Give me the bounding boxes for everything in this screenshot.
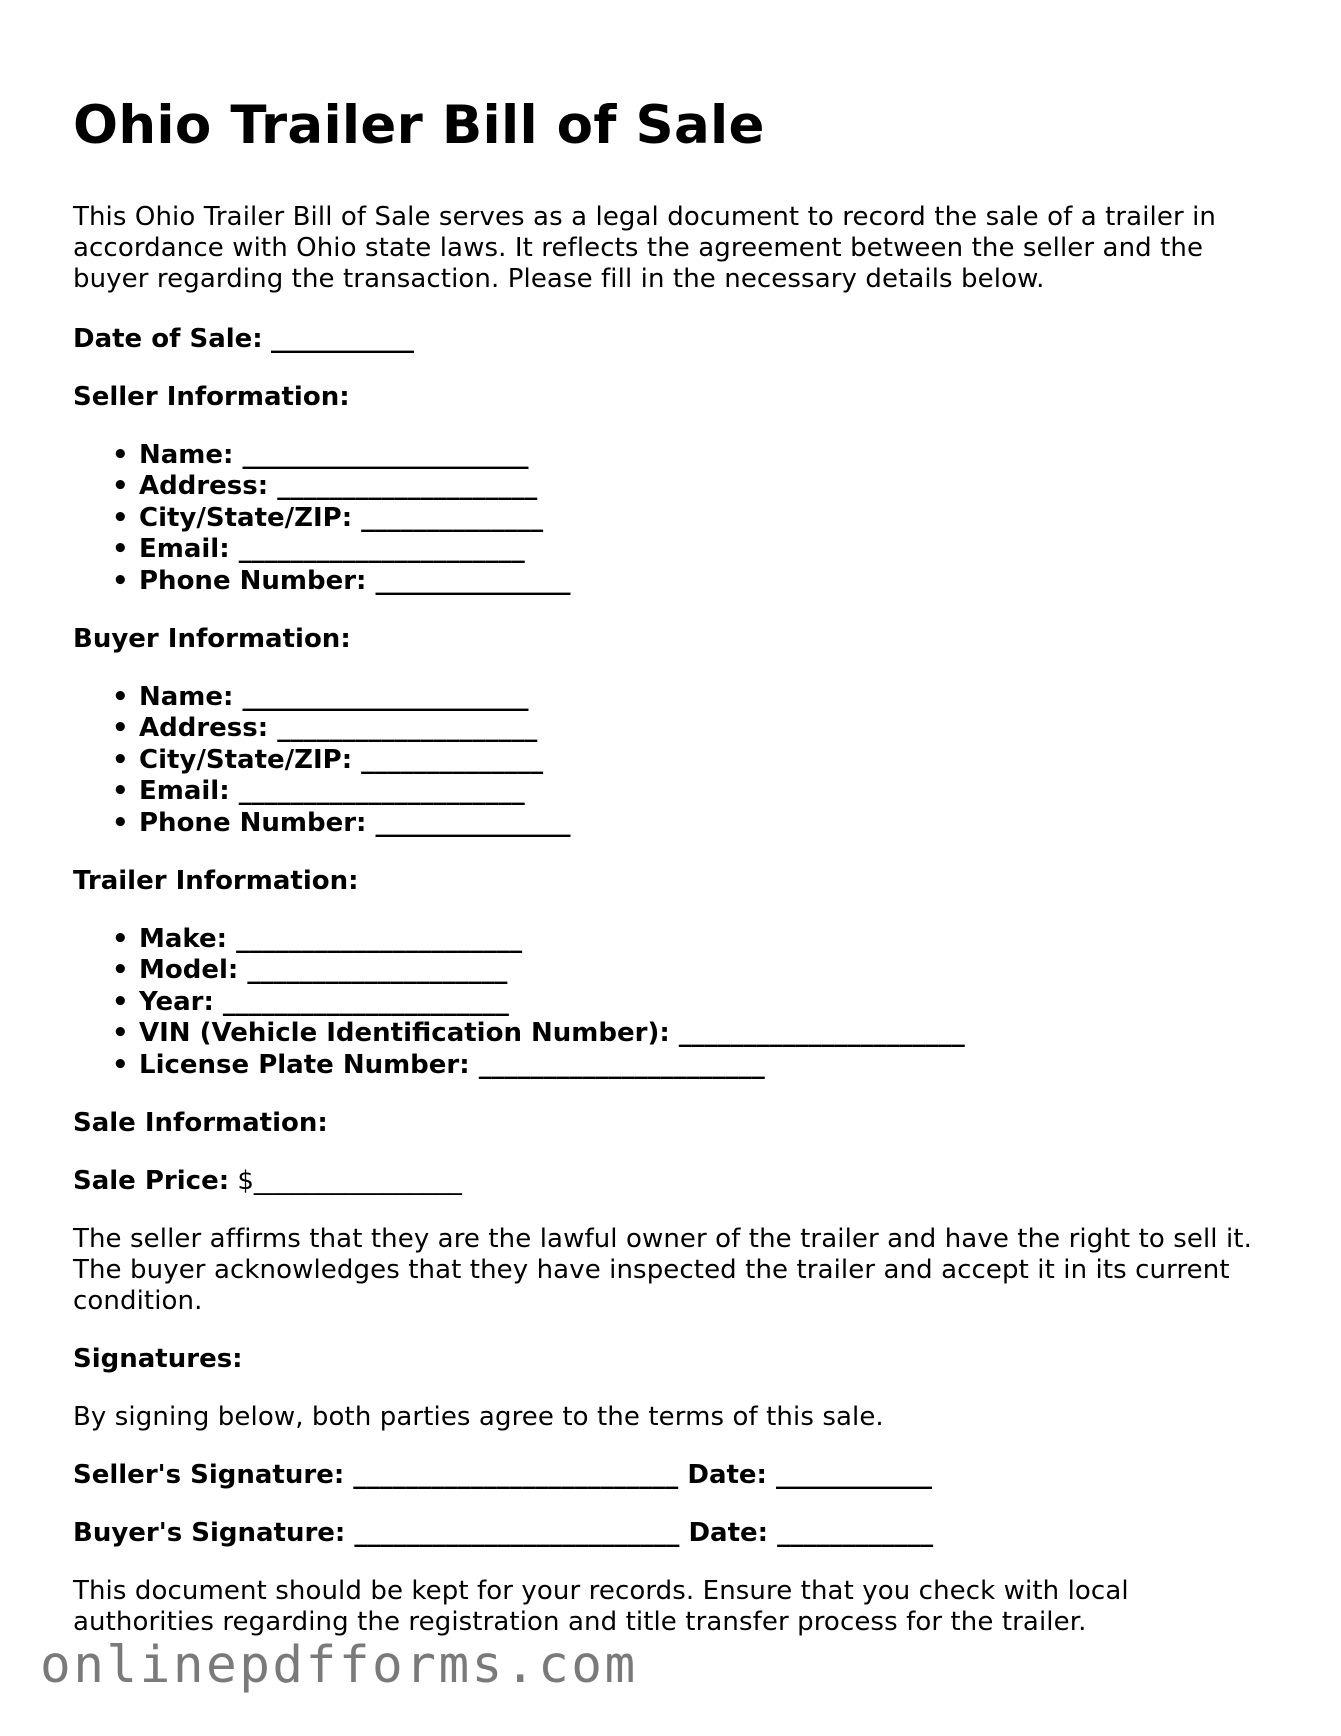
field-blank[interactable]: ____________________: [247, 955, 508, 986]
date-of-sale-line: [73, 324, 1273, 355]
bullet-icon: •: [112, 565, 129, 596]
bullet-icon: •: [112, 534, 129, 565]
bullet-icon: •: [112, 924, 129, 955]
sale-price-label: Sale Price:: [73, 1166, 230, 1197]
trailer-fields-list: [73, 924, 1273, 1081]
field-label: Email:: [139, 534, 230, 565]
document-title: Ohio Trailer Bill of Sale: [73, 95, 765, 156]
field-blank[interactable]: ______________: [361, 744, 544, 775]
field-label: Email:: [139, 776, 230, 807]
bullet-icon: •: [112, 682, 129, 713]
buyer-date-label: Date:: [688, 1518, 769, 1549]
seller-date-blank[interactable]: ____________: [776, 1460, 933, 1491]
seller-fields-list: [73, 440, 1273, 597]
watermark-text: onlinepdfforms.com: [40, 1636, 638, 1695]
field-blank[interactable]: ______________________: [236, 924, 523, 955]
signatures-statement: By signing below, both parties agree to the terms of this sale.: [73, 1402, 884, 1433]
seller-signature-label: Seller's Signature:: [73, 1460, 345, 1491]
buyer-email-field: [112, 776, 1273, 807]
field-blank[interactable]: ______________________: [478, 1049, 765, 1080]
field-blank[interactable]: ______________________: [242, 682, 529, 713]
field-label: City/State/ZIP:: [139, 502, 353, 533]
intro-paragraph: This Ohio Trailer Bill of Sale serves as a legal document to record the sale of a trailer in accordance with Ohio state laws. It reflects the agreement between the seller and the buyer regarding the transaction. Please fill in the necessary details below.: [73, 202, 1217, 294]
signatures-heading: Signatures:: [73, 1344, 243, 1375]
seller-name-field: [112, 440, 1273, 471]
bullet-icon: •: [112, 807, 129, 838]
seller-signature-blank[interactable]: _________________________: [353, 1460, 679, 1491]
field-label: VIN (Vehicle Identification Number):: [139, 1018, 670, 1049]
field-label: Name:: [139, 440, 234, 470]
field-blank[interactable]: ______________: [361, 502, 544, 533]
buyer-heading: Buyer Information:: [73, 624, 351, 655]
sale-price-line: [73, 1166, 1273, 1197]
field-blank[interactable]: ______________________: [238, 534, 525, 565]
seller-heading: Seller Information:: [73, 382, 350, 412]
date-of-sale-blank[interactable]: ___________: [270, 324, 414, 354]
buyer-signature-blank[interactable]: _________________________: [354, 1518, 680, 1549]
bullet-icon: •: [112, 471, 129, 502]
bullet-icon: •: [112, 713, 129, 744]
field-blank[interactable]: _______________: [375, 565, 571, 596]
buyer-phone-field: [112, 807, 1273, 839]
field-label: Make:: [139, 924, 228, 955]
field-blank[interactable]: ______________________: [222, 986, 509, 1017]
buyer-signature-label: Buyer's Signature:: [73, 1518, 346, 1549]
field-blank[interactable]: ____________________: [277, 713, 538, 744]
seller-phone-field: [112, 565, 1273, 597]
field-blank[interactable]: ______________________: [242, 440, 529, 470]
field-label: Phone Number:: [139, 565, 367, 596]
field-label: License Plate Number:: [139, 1049, 470, 1080]
footer-note: This document should be kept for your records. Ensure that you check with local authorities regarding the registration and title transfer process for the trailer.: [73, 1576, 1129, 1638]
buyer-name-field: [112, 682, 1273, 713]
buyer-city-state-zip-field: [112, 744, 1273, 776]
field-blank[interactable]: ______________________: [678, 1018, 965, 1049]
bullet-icon: •: [112, 986, 129, 1017]
trailer-vin-field: [112, 1018, 1273, 1049]
buyer-date-blank[interactable]: ____________: [777, 1518, 934, 1549]
sale-price-blank[interactable]: $________________: [237, 1166, 462, 1197]
trailer-heading: Trailer Information:: [73, 866, 359, 897]
buyer-address-field: [112, 713, 1273, 744]
field-label: City/State/ZIP:: [139, 744, 353, 775]
field-label: Name:: [139, 682, 234, 713]
bullet-icon: •: [112, 1018, 129, 1049]
bullet-icon: •: [112, 955, 129, 986]
field-label: Address:: [139, 713, 269, 744]
field-label: Year:: [139, 986, 214, 1017]
affirmation-paragraph: The seller affirms that they are the lawful owner of the trailer and have the right to sell it. The buyer acknowledges that they have inspected the trailer and accept it in its current condition.: [73, 1224, 1252, 1317]
field-blank[interactable]: _______________: [375, 807, 571, 838]
buyer-fields-list: [73, 682, 1273, 839]
bullet-icon: •: [112, 440, 129, 470]
field-label: Phone Number:: [139, 807, 367, 838]
field-label: Model:: [139, 955, 239, 986]
trailer-model-field: [112, 955, 1273, 986]
seller-city-state-zip-field: [112, 502, 1273, 534]
seller-signature-line: [73, 1460, 1273, 1491]
field-blank[interactable]: ____________________: [277, 471, 538, 502]
bullet-icon: •: [112, 776, 129, 807]
bullet-icon: •: [112, 1049, 129, 1080]
field-blank[interactable]: ______________________: [238, 776, 525, 807]
document-page: [73, 96, 1273, 1665]
buyer-signature-line: [73, 1518, 1273, 1549]
date-of-sale-label: Date of Sale:: [73, 324, 263, 354]
bullet-icon: •: [112, 502, 129, 533]
sale-heading: Sale Information:: [73, 1108, 328, 1139]
field-label: Address:: [139, 471, 269, 502]
trailer-year-field: [112, 986, 1273, 1018]
seller-date-label: Date:: [687, 1460, 767, 1491]
trailer-license-plate-field: [112, 1049, 1273, 1081]
bullet-icon: •: [112, 744, 129, 775]
seller-email-field: [112, 534, 1273, 565]
trailer-make-field: [112, 924, 1273, 955]
seller-address-field: [112, 471, 1273, 502]
